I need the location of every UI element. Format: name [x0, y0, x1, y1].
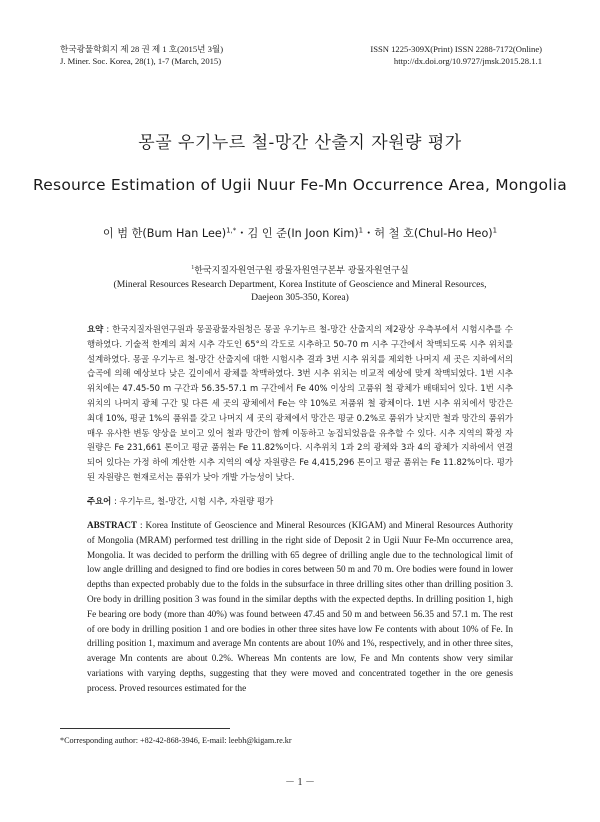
author-3-affil: 1 [492, 226, 498, 235]
corresponding-author-footnote: *Corresponding author: +82-42-868-3946, E-mail: leebh@kigam.re.kr [60, 736, 292, 745]
title-english: Resource Estimation of Ugii Nuur Fe-Mn Occurrence Area, Mongolia [33, 176, 567, 194]
keywords-ko-text: : 우기누르, 철-망간, 시험 시추, 자원량 평가 [111, 496, 274, 506]
abstract-en-text: : Korea Institute of Geoscience and Mineral Resources (KIGAM) and Mineral Resources Authority of Mongolia (MRAM) performed test drilling in the right side of Deposit 2 in Ugii Nuur Fe-Mn occurrence area, Mongolia. It was decided to perform the drilling with 65 degree of drilling angle due to the technological limit of low angle drilling and designed to find ore bodies in cores between 50 m and 70 m. Ore bodies were found in lower depths than expected probably due to the folds in the subsurface in three drilling sites other than drilling position 3. Ore body in drilling position 3 was found in the similar depths with the expected depths. In drilling position 1, high Fe bearing ore body (more than 40%) was found between 47.45 and 50 m and between 56.35 and 57.1 m. The rest of ore body in drilling position 1 and ore bodies in other three sites have low Fe contents with about 10% of Fe. In drilling position 1, maximum and average Mn contents are about 10% and 1%, respectively, and in other three sites, average Mn contents are about 0.2%. Whereas Mn contents are low, Fe and Mn contents show very similar variations with varying depths, suggesting that they were moved and concentrated together in the ore genesis process. Proved resources estimated for the [87, 520, 513, 693]
abstract-korean [87, 322, 513, 485]
keywords-ko-label: 주요어 [87, 496, 112, 506]
author-2-affil: 1 [358, 226, 364, 235]
affiliation-ko: 한국지질자원연구원 광물자원연구본부 광물자원연구실 [194, 266, 409, 277]
author-list [0, 225, 600, 241]
running-header-right [370, 43, 542, 67]
affiliation-en-1: (Mineral Resources Research Department, Korea Institute of Geoscience and Mineral Resources, [113, 279, 487, 291]
abstract-ko-label: 요약 [87, 324, 104, 334]
keywords-korean [87, 494, 513, 509]
running-header-left [60, 43, 223, 67]
affiliation-en-2: Daejeon 305-350, Korea) [251, 292, 349, 304]
author-1-affil: 1,* [226, 226, 237, 235]
doi-link[interactable]: http://dx.doi.org/10.9727/jmsk.2015.28.1.1 [393, 56, 542, 66]
footnote-divider [60, 728, 230, 729]
page-number: － 1 － [285, 777, 315, 788]
journal-citation-ko: 한국광물학회지 제 28 권 제 1 호(2015년 3월) [60, 44, 224, 54]
author-3: ・허 철 호(Chul-Ho Heo) [363, 227, 493, 240]
abstract-english [87, 518, 513, 696]
affiliation-sup: 1 [191, 265, 195, 271]
author-2: ・김 인 준(In Joon Kim) [236, 227, 359, 240]
issn: ISSN 1225-309X(Print) ISSN 2288-7172(Online) [370, 44, 542, 54]
title-korean: 몽골 우기누르 철-망간 산출지 자원량 평가 [138, 133, 462, 153]
author-1: 이 범 한(Bum Han Lee) [102, 227, 227, 240]
abstract-ko-text: : 한국지질자원연구원과 몽골광물자원청은 몽골 우기누르 철-망간 산출지의 제2광상 우측부에서 시험시추를 수행하였다. 기술적 한계의 최저 시추 각도인 65°의 각도로 시추하고 50-70 m 시추 구간에서 착맥되도록 시추 위치를 설계하였다. 몽골 우기누르 철-망간 산출지에 대한 시험시추 결과 3번 시추 위치를 제외한 나머지 세 곳은 지하에서의 습곡에 의해 예상보다 낮은 깊이에서 광체를 착맥하였다. 3번 시추 위치는 비교적 예상에 맞게 착맥되었다. 1번 시추 위치에는 47.45-50 m 구간과 56.35-57.1 m 구간에서 Fe 40% 이상의 고품위 철 광체가 배태되어 있다. 1번 시추 위치의 나머지 광체 구간 및 다른 세 곳의 광체에서 Fe는 약 10%로 저품위 철 광체이다. 1번 시추 위치에서 망간은 최대 10%, 평균 1%의 품위를 갖고 나머지 세 곳의 광체에서 망간은 평균 0.2%로 품위가 낮지만 철과 망간의 품위가 매우 유사한 변동 양상을 보이고 있어 철과 망간이 함께 이동하고 농집되었음을 유추할 수 있다. 시추 지역의 확정 자원량은 Fe 231,661 톤이고 평균 품위는 Fe 11.82%이다. 시추위치 1과 2의 광체와 3과 4의 광체가 지하에서 연결되어 있다는 가정 하에 계산한 시추 지역의 예상 자원량은 Fe 4,415,296 톤이고 평균 품위는 Fe 11.82%이다. 평가된 자원량은 현재로서는 품위가 낮아 개발 가능성이 낮다. [87, 324, 513, 482]
abstract-en-label: ABSTRACT [87, 520, 138, 530]
journal-citation-en: J. Miner. Soc. Korea, 28(1), 1-7 (March, 2015) [60, 56, 222, 66]
affiliation [0, 262, 600, 304]
